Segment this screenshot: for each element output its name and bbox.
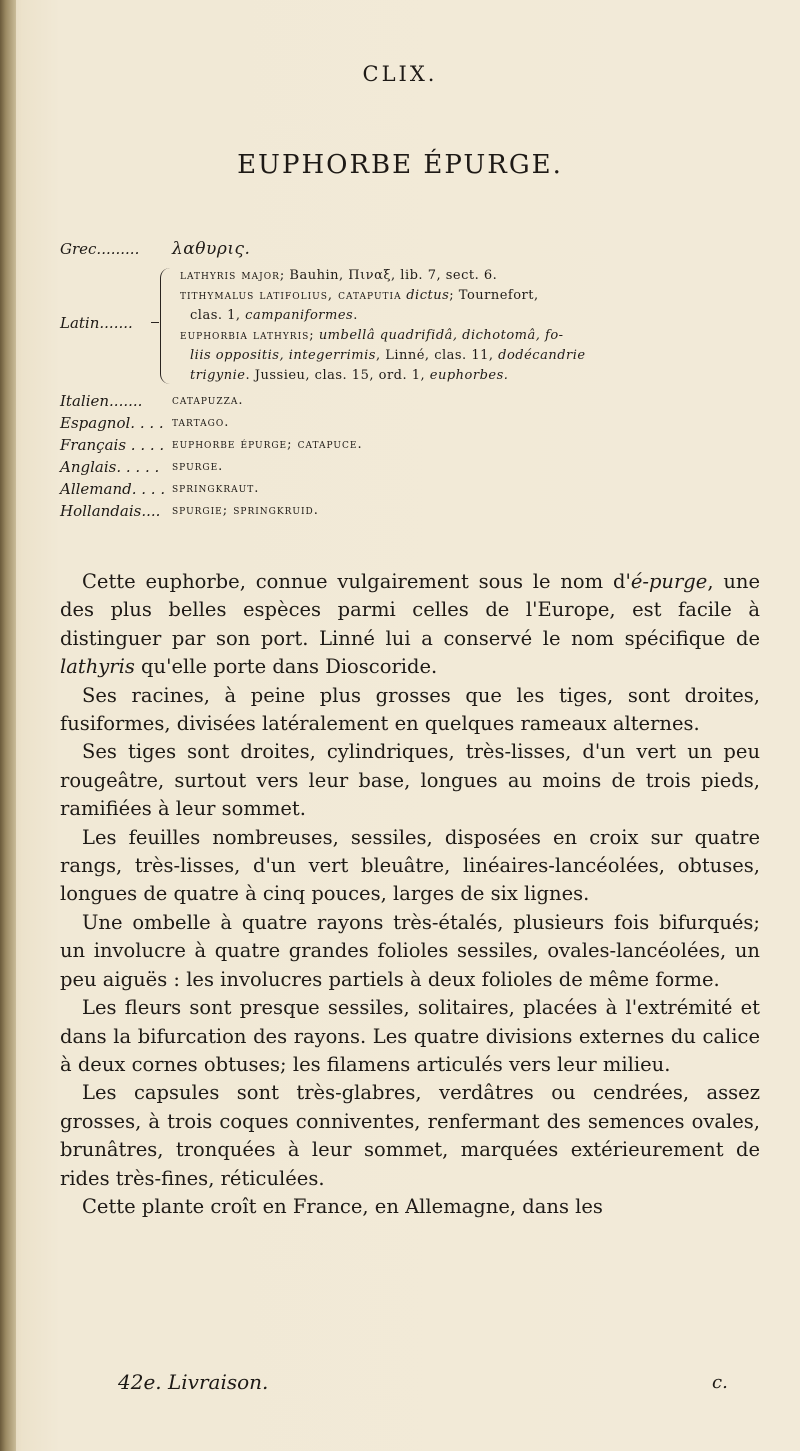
paragraph-leaves: Les feuilles nombreuses, sessiles, disposées en croix sur quatre rangs, très-lisses, d'un vert bleuâtre, linéaires-lancéolées, obtuses, longues de quatre à cinq pouces, larges de six lignes. <box>60 825 760 906</box>
synonym-value-espagnol: tartago. <box>172 415 230 430</box>
latin-line-6: trigynie. Jussieu, clas. 15, ord. 1, euphorbes. <box>190 368 509 383</box>
issue-label: 42e. Livraison. <box>118 1370 269 1394</box>
paragraph-roots: Ses racines, à peine plus grosses que les tiges, sont droites, fusiformes, divisées latéralement en quelques rameaux alternes. <box>60 683 760 736</box>
paragraph-habitat: Cette plante croît en France, en Allemagne, dans les <box>82 1194 603 1218</box>
synonym-label-francais: Français . . . . <box>60 436 165 454</box>
synonym-label-espagnol: Espagnol. . . . <box>60 414 164 432</box>
synonym-value-francais: euphorbe épurge; catapuce. <box>172 437 363 452</box>
synonym-value-allemand: springkraut. <box>172 481 260 496</box>
paragraph-stems: Ses tiges sont droites, cylindriques, très-lisses, d'un vert un peu rougeâtre, surtout vers leur base, longues au moins de trois pieds, ramifiées à leur sommet. <box>60 740 760 821</box>
synonym-label-hollandais: Hollandais.... <box>60 502 161 520</box>
synonym-label-latin: Latin....... <box>60 314 133 332</box>
paragraph-capsules: Les capsules sont très-glabres, verdâtres ou cendrées, assez grosses, à trois coques conniventes, renfermant des semences ovales, brunâtres, tronquées à leur sommet, marquées extérieurement de rides très-fines, réticulées. <box>60 1081 760 1190</box>
synonym-label-italien: Italien....... <box>60 392 143 410</box>
synonym-label-grec: Grec......... <box>60 240 140 258</box>
page-title: EUPHORBE ÉPURGE. <box>237 150 563 180</box>
description-text <box>60 568 760 1221</box>
page-number: CLIX. <box>362 62 438 86</box>
latin-line-5: liis oppositis, integerrimis, Linné, clas. 11, dodécandrie <box>190 348 586 363</box>
latin-brace <box>160 268 171 384</box>
synonym-value-italien: catapuzza. <box>172 393 244 408</box>
latin-line-4: euphorbia lathyris; umbellâ quadrifidâ, dichotomâ, fo- <box>180 328 564 343</box>
page-binding-edge <box>0 0 16 1451</box>
paragraph-flowers: Les fleurs sont presque sessiles, solitaires, placées à l'extrémité et dans la bifurcation des rayons. Les quatre divisions externes du calice à deux cornes obtuses; les filamens articulés vers leur milieu. <box>60 996 760 1076</box>
synonym-value-anglais: spurge. <box>172 459 224 474</box>
signature-mark: c. <box>712 1372 728 1393</box>
synonym-label-allemand: Allemand. . . . <box>60 480 166 498</box>
paragraph-intro: Cette euphorbe, connue vulgairement sous le nom d'é-purge, une des plus belles espèces parmi celles de l'Europe, est facile à distinguer par son port. Linné lui a conservé le nom spécifique de lathyris qu'elle porte dans Dioscoride. <box>60 570 760 679</box>
synonym-value-grec: λαθυρις. <box>172 239 251 259</box>
latin-line-2: tithymalus latifolius, cataputia dictus; Tournefort, <box>180 288 539 303</box>
synonym-value-hollandais: spurgie; springkruid. <box>172 503 319 518</box>
latin-line-1: lathyris major; Bauhin, Πιναξ, lib. 7, sect. 6. <box>180 268 498 283</box>
synonym-label-anglais: Anglais. . . . . <box>60 458 160 476</box>
latin-line-3: clas. 1, campaniformes. <box>190 308 358 323</box>
paragraph-umbel: Une ombelle à quatre rayons très-étalés, plusieurs fois bifurqués; un involucre à quatre grandes folioles sessiles, ovales-lancéolées, un peu aiguës : les involucres partiels à deux folioles de même forme. <box>60 910 760 991</box>
